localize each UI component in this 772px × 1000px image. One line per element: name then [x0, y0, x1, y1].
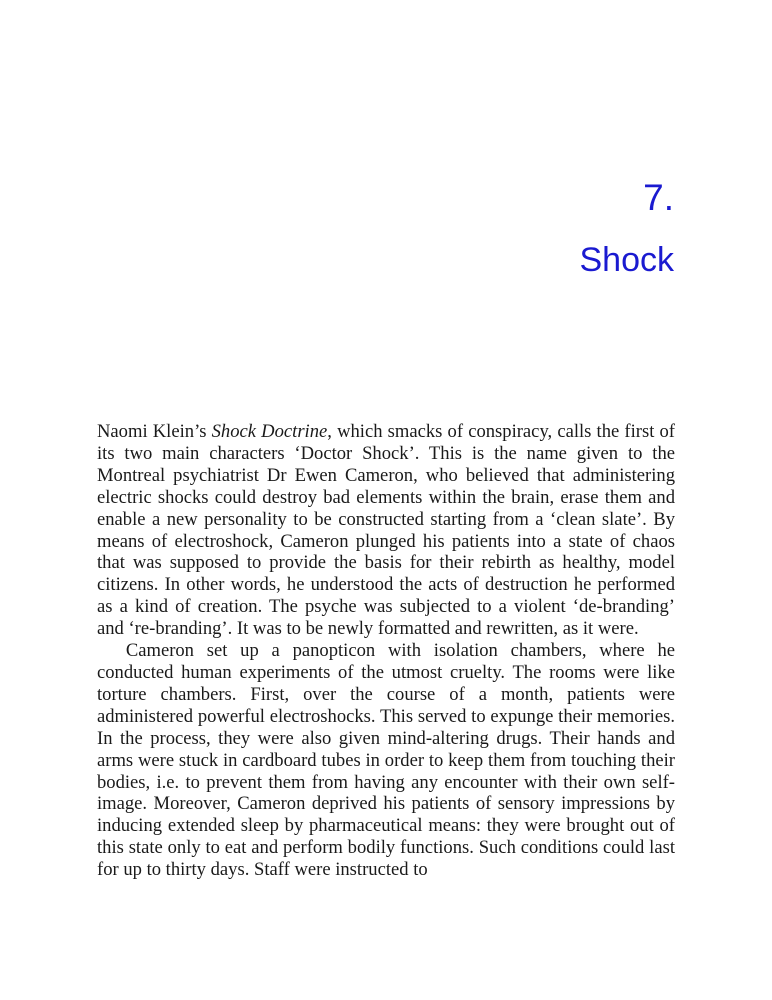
book-title-shock-doctrine: Shock Doctrine — [211, 421, 328, 442]
paragraph-1 — [97, 421, 675, 640]
paragraph-1-text-b: , which smacks of conspiracy, calls the first of its two main characters ‘Doctor Shock’. This is the name given to the Montreal psychiatrist Dr Ewen Cameron, who believed that administering electric shocks could destroy bad elements within the brain, erase them and enable a new personality to be constructed starting from a ‘clean slate’. By means of electroshock, Cameron plunged his patients into a state of chaos that was supposed to provide the basis for their rebirth as healthy, model citizens. In other words, he understood the acts of destruction he performed as a kind of creation. The psyche was subjected to a violent ‘de-branding’ and ‘re-branding’. It was to be newly formatted and rewritten, as it were. — [97, 421, 676, 640]
chapter-body — [97, 421, 675, 881]
paragraph-1-text-a: Naomi Klein’s — [97, 421, 212, 442]
chapter-number: 7. — [643, 177, 674, 218]
chapter-title: Shock — [579, 241, 674, 279]
paragraph-2 — [97, 640, 675, 881]
paragraph-2-text: Cameron set up a panopticon with isolation chambers, where he conducted human experiments of the utmost cruelty. The rooms were like torture chambers. First, over the course of a month, patients were administered powerful electroshocks. This served to expunge their memories. In the process, they were also given mind-altering drugs. Their hands and arms were stuck in cardboard tubes in order to keep them from touching their bodies, i.e. to prevent them from having any encounter with their own self-image. Moreover, Cameron deprived his patients of sensory impressions by inducing extended sleep by pharmaceutical means: they were brought out of this state only to eat and perform bodily functions. Such conditions could last for up to thirty days. Staff were instructed to — [97, 640, 675, 881]
